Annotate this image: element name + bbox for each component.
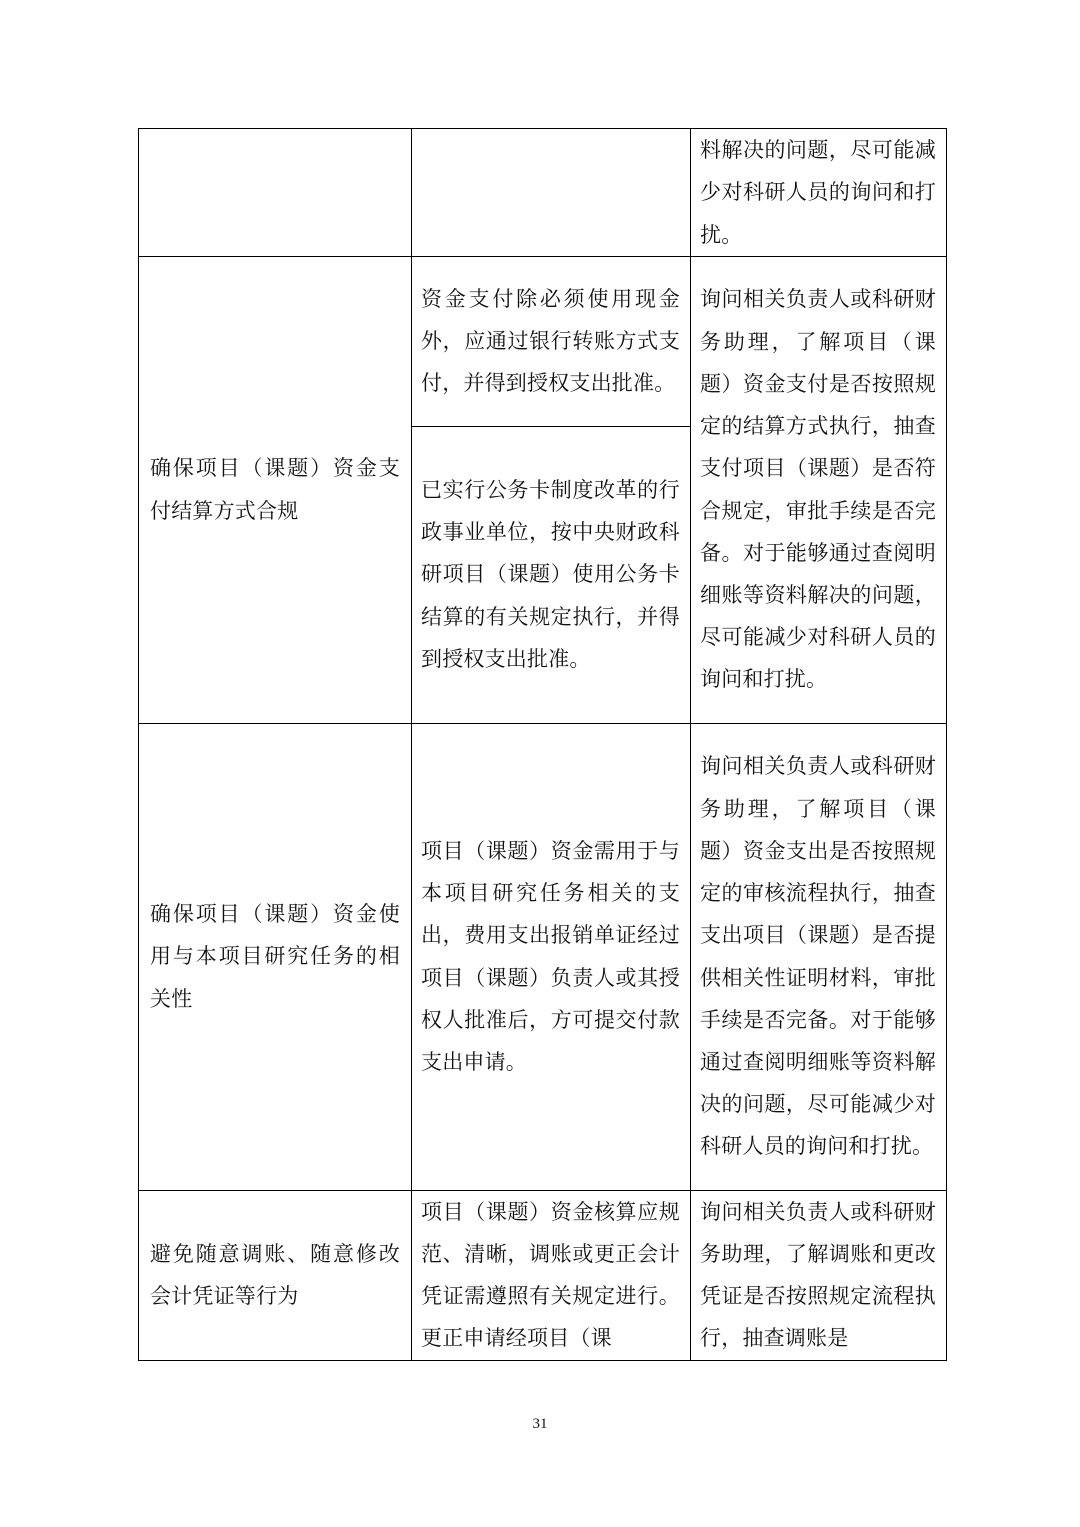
control-text: 项目（课题）资金核算应规范、清晰，调账或更正会计凭证需遵照有关规定进行。更正申请经项目（课	[421, 1199, 680, 1351]
table-row-4-objective	[139, 1190, 411, 1360]
control-text: 项目（课题）资金需用于与本项目研究任务相关的支出，费用支出报销单证经过项目（课题）负责人或其授权人批准后，方可提交付款支出申请。	[421, 838, 680, 1074]
table-row-4-procedure	[690, 1190, 946, 1360]
table-row-3-control	[411, 723, 690, 1190]
table-row-2-procedure	[690, 256, 946, 723]
control-text: 资金支付除必须使用现金外，应通过银行转账方式支付，并得到授权支出批准。	[421, 286, 680, 396]
table-row-3-objective	[139, 723, 411, 1190]
page-number: 31	[532, 1416, 548, 1432]
procedure-text: 询问相关负责人或科研财务助理，了解项目（课题）资金支付是否按照规定的结算方式执行，抽查支付项目（课题）是否符合规定，审批手续是否完备。对于能够通过查阅明细账等资料解决的问题，尽可能减少对科研人员的询问和打扰。	[700, 287, 936, 692]
table-row-3-procedure	[690, 723, 946, 1190]
table-row-4-control	[411, 1190, 690, 1360]
table-row-2-objective	[139, 256, 411, 723]
table-row-2-control-a	[411, 256, 690, 426]
table-row-2-control-b	[411, 426, 690, 723]
control-text: 已实行公务卡制度改革的行政事业单位，按中央财政科研项目（课题）使用公务卡结算的有关规定执行，并得到授权支出批准。	[421, 477, 680, 671]
table-row-1-objective	[139, 129, 411, 256]
procedure-text: 料解决的问题，尽可能减少对科研人员的询问和打扰。	[700, 138, 936, 247]
procedure-text: 询问相关负责人或科研财务助理，了解调账和更改凭证是否按照规定流程执行，抽查调账是	[700, 1199, 936, 1351]
control-table	[138, 128, 947, 1361]
objective-text: 避免随意调账、随意修改会计凭证等行为	[150, 1241, 400, 1308]
procedure-text: 询问相关负责人或科研财务助理，了解项目（课题）资金支出是否按照规定的审核流程执行，抽查支出项目（课题）是否提供相关性证明材料，审批手续是否完备。对于能够通过查阅明细账等资料解决的问题，尽可能减少对科研人员的询问和打扰。	[700, 754, 936, 1159]
objective-text: 确保项目（课题）资金使用与本项目研究任务的相关性	[150, 902, 400, 1011]
table-row-1-control	[411, 129, 690, 256]
objective-text: 确保项目（课题）资金支付结算方式合规	[150, 456, 400, 523]
table-row-1-procedure	[690, 129, 946, 256]
